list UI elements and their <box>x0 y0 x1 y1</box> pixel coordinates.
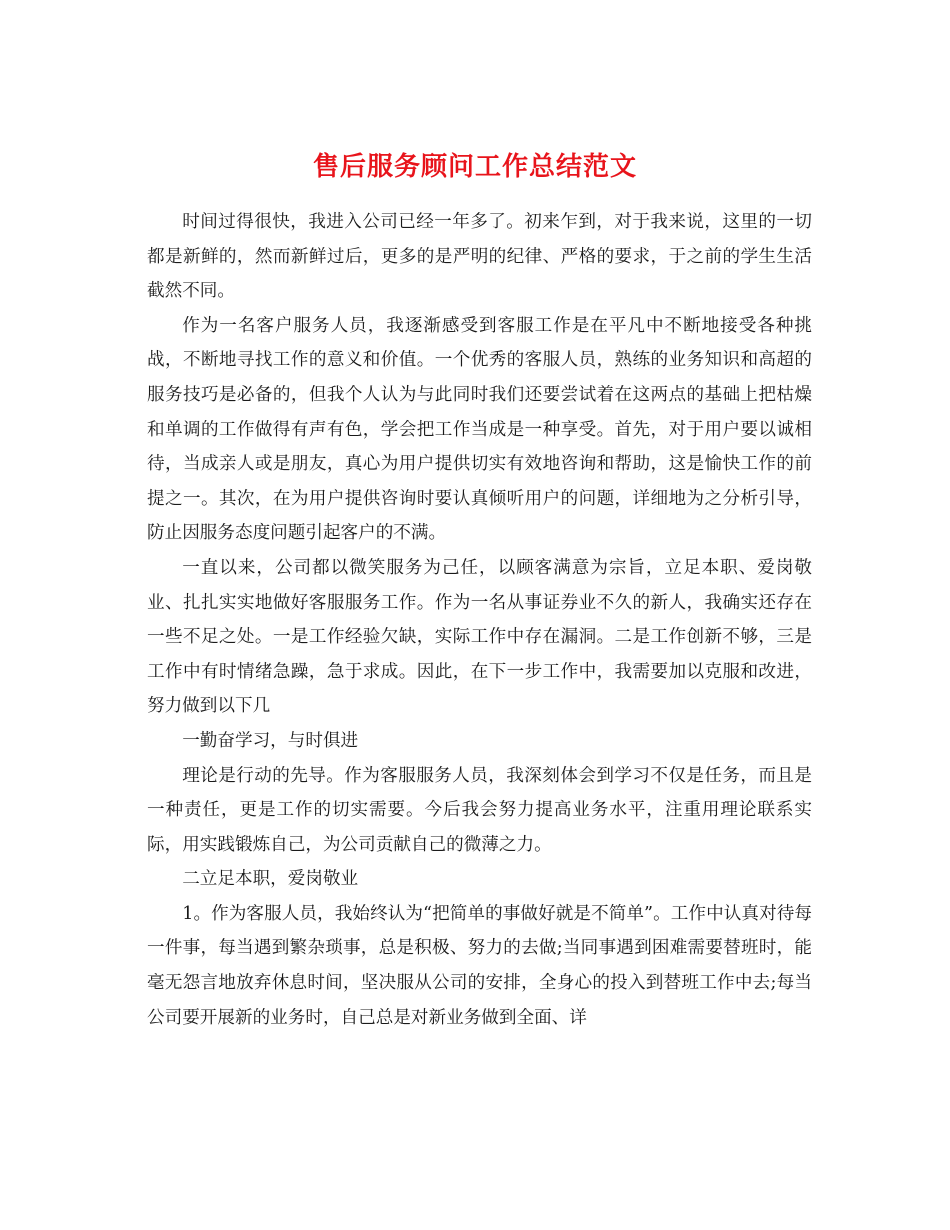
paragraph-dedication: 1。作为客服人员，我始终认为“把简单的事做好就是不简单”。工作中认真对待每一件事，每当遇到繁杂琐事，总是积极、努力的去做;当同事遇到困难需要替班时，能毫无怨言地放弃休息时间，坚决服从公司的安排，全身心的投入到替班工作中去;每当公司要开展新的业务时，自己总是对新业务做到全面、详 <box>147 903 812 1028</box>
section-heading-dedication: 二立足本职，爱岗敬业 <box>182 869 359 890</box>
document-title: 售后服务顾问工作总结范文 <box>312 152 637 183</box>
paragraph-intro: 时间过得很快，我进入公司已经一年多了。初来乍到，对于我来说，这里的一切都是新鲜的，然而新鲜过后，更多的是严明的纪律、严格的要求，于之前的学生生活截然不同。 <box>147 212 812 302</box>
paragraph-customer-service: 作为一名客户服务人员，我逐渐感受到客服工作是在平凡中不断地接受各种挑战，不断地寻找工作的意义和价值。一个优秀的客服人员，熟练的业务知识和高超的服务技巧是必备的，但我个人认为与此同时我们还要尝试着在这两点的基础上把枯燥和单调的工作做得有声有色，学会把工作当成是一种享受。首先，对于用户要以诚相待，当成亲人或是朋友，真心为用户提供切实有效地咨询和帮助，这是愉快工作的前提之一。其次，在为用户提供咨询时要认真倾听用户的问题，详细地为之分析引导，防止因服务态度问题引起客户的不满。 <box>147 315 812 544</box>
paragraph-study: 理论是行动的先导。作为客服服务人员，我深刻体会到学习不仅是任务，而且是一种责任，更是工作的切实需要。今后我会努力提高业务水平，注重用理论联系实际，用实践锻炼自己，为公司贡献自己的微薄之力。 <box>147 765 812 855</box>
section-heading-study: 一勤奋学习，与时俱进 <box>182 730 359 751</box>
paragraph-shortcomings: 一直以来，公司都以微笑服务为己任，以顾客满意为宗旨，立足本职、爱岗敬业、扎扎实实地做好客服服务工作。作为一名从事证券业不久的新人，我确实还存在一些不足之处。一是工作经验欠缺，实际工作中存在漏洞。二是工作创新不够，三是工作中有时情绪急躁，急于求成。因此，在下一步工作中，我需要加以克服和改进，努力做到以下几 <box>147 557 812 717</box>
document-body <box>147 205 812 1035</box>
